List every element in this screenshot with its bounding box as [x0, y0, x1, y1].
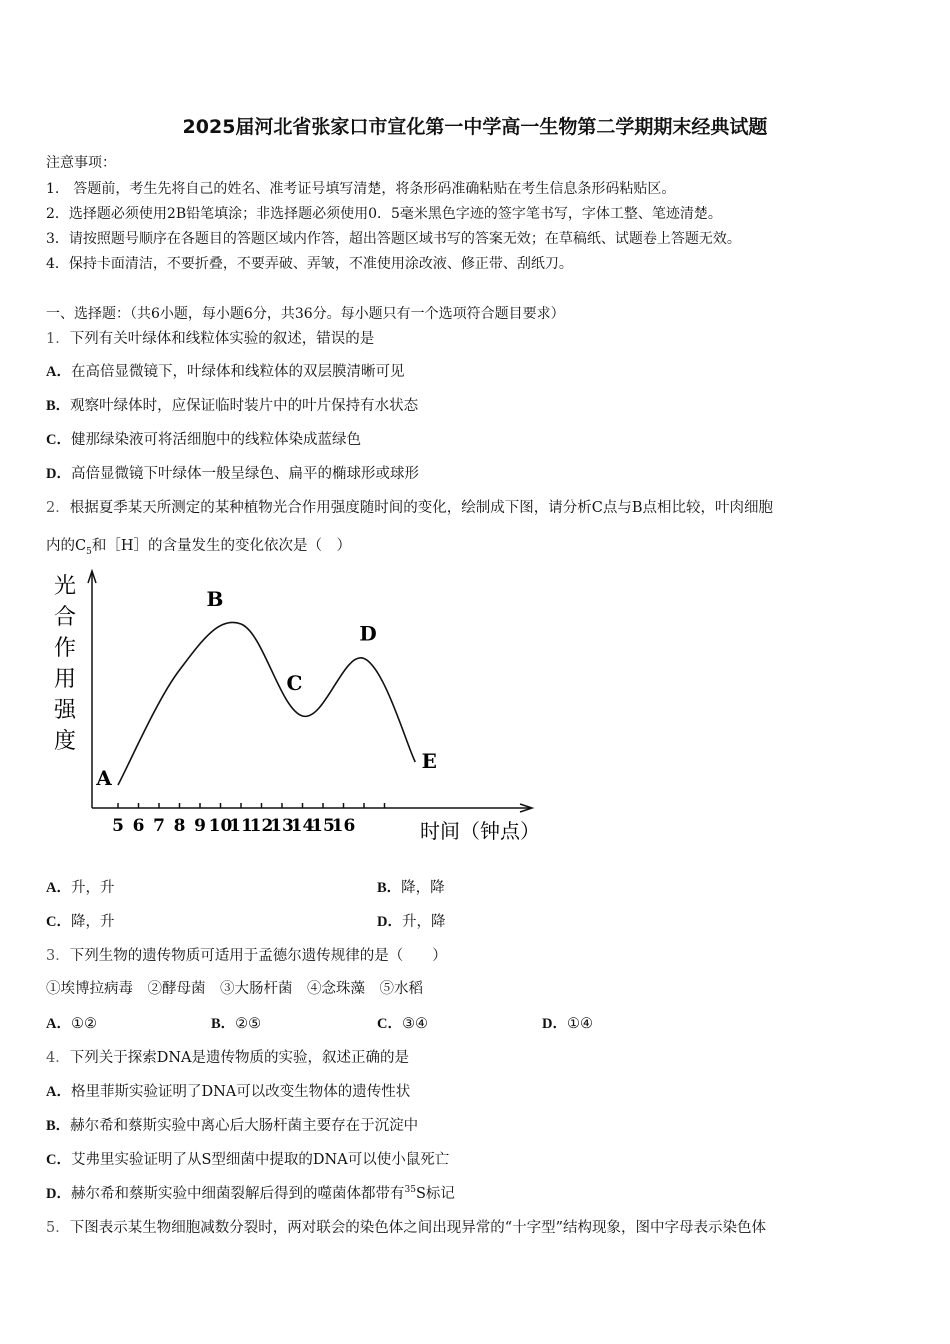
notice-heading: 注意事项：: [46, 155, 116, 171]
option-text: S标记: [415, 1186, 455, 1202]
question-number: 1．: [46, 331, 70, 347]
q4-option-b: [46, 1114, 418, 1135]
x-tick-label: 16: [331, 816, 356, 836]
point-label-d: D: [359, 621, 377, 646]
option-text: ②⑤: [235, 1016, 262, 1032]
q3-option-b: [211, 1012, 261, 1033]
option-label: B．: [46, 398, 71, 414]
question-1-stem: [46, 327, 374, 348]
q2-option-b: [377, 876, 445, 897]
y-axis-label-char: 度: [54, 729, 77, 754]
option-text: 观察叶绿体时，应保证临时装片中的叶片保持有水状态: [70, 398, 419, 414]
question-number: 5．: [46, 1220, 70, 1236]
option-label: C．: [377, 1016, 402, 1032]
question-4-stem: [46, 1046, 409, 1067]
question-number: 2．: [46, 500, 70, 516]
notice-item: 1. 答题前，考生先将自己的姓名、准考证号填写清楚，将条形码准确粘贴在考生信息条形码粘贴区。: [46, 181, 676, 197]
q2-option-a: [46, 876, 114, 897]
option-label: B．: [377, 880, 402, 896]
option-text: ③④: [401, 1016, 428, 1032]
x-tick-label: 14: [290, 816, 315, 836]
q4-option-d: [46, 1182, 455, 1203]
option-text: 升，升: [70, 880, 115, 896]
option-label: A．: [46, 1084, 71, 1100]
option-text: 升，降: [401, 914, 446, 930]
series-line: [118, 622, 415, 785]
point-label-c: C: [286, 671, 303, 695]
x-tick-label: 7: [153, 816, 165, 836]
option-text: 赫尔希和蔡斯实验中细菌裂解后得到的噬菌体都带有: [70, 1186, 405, 1202]
option-label: C．: [46, 1152, 71, 1168]
question-text: 根据夏季某天所测定的某种植物光合作用强度随时间的变化，绘制成下图，请分析C点与B点相比较，叶肉细胞: [69, 500, 773, 516]
question-text: 下列有关叶绿体和线粒体实验的叙述，错误的是: [69, 331, 375, 347]
question-text: 下列关于探索DNA是遗传物质的实验，叙述正确的是: [69, 1050, 410, 1066]
x-tick-label: 6: [132, 816, 145, 836]
question-text: 下列生物的遗传物质可适用于孟德尔遗传规律的是（ ）: [69, 948, 447, 964]
option-text: 赫尔希和蔡斯实验中离心后大肠杆菌主要存在于沉淀中: [70, 1118, 419, 1134]
option-label: C．: [46, 914, 71, 930]
option-text: 艾弗里实验证明了从S型细菌中提取的DNA可以使小鼠死亡: [70, 1152, 450, 1168]
question-number: 4．: [46, 1050, 70, 1066]
point-label-b: B: [206, 587, 224, 611]
question-text: 内的C: [46, 538, 87, 554]
q3-option-c: [377, 1012, 428, 1033]
x-tick-label: 15: [311, 816, 335, 836]
superscript: 35: [404, 1185, 416, 1196]
option-text: 健那绿染液可将活细胞中的线粒体染成蓝绿色: [70, 432, 361, 448]
question-2-stem-line2: [46, 534, 351, 557]
notice-item: 4．保持卡面清洁，不要折叠，不要弄破、弄皱，不准使用涂改液、修正带、刮纸刀。: [46, 256, 573, 272]
y-axis-label-char: 光: [54, 574, 77, 599]
option-label: D．: [46, 1186, 71, 1202]
q4-option-a: [46, 1080, 410, 1101]
x-tick-label: 11: [229, 816, 253, 836]
y-axis-label-char: 用: [54, 667, 77, 692]
option-label: D．: [46, 466, 71, 482]
q2-option-c: [46, 910, 114, 931]
notice-item: 2．选择题必须使用2B铅笔填涂；非选择题必须使用0．5毫米黑色字迹的签字笔书写，字体工整、笔迹清楚。: [46, 206, 722, 222]
question-text: 下图表示某生物细胞减数分裂时，两对联会的染色体之间出现异常的“十字型”结构现象，图中字母表示染色体: [69, 1220, 767, 1236]
x-tick-label: 9: [194, 816, 206, 836]
point-label-e: E: [421, 749, 437, 773]
subscript: 5: [86, 546, 92, 557]
question-3-list: ①埃博拉病毒 ②酵母菌 ③大肠杆菌 ④念珠藻 ⑤水稻: [46, 981, 423, 997]
question-text: 和［H］的含量发生的变化依次是（ ）: [91, 538, 351, 554]
option-label: A．: [46, 364, 71, 380]
x-axis-label: 时间（钟点）: [420, 819, 540, 843]
section-heading: 一、选择题：（共6小题，每小题6分，共36分。每小题只有一个选项符合题目要求）: [46, 306, 565, 322]
option-label: A．: [46, 1016, 71, 1032]
q4-option-c: [46, 1148, 449, 1169]
option-text: ①②: [70, 1016, 97, 1032]
q3-option-a: [46, 1012, 97, 1033]
question-number: 3．: [46, 948, 70, 964]
option-text: 高倍显微镜下叶绿体一般呈绿色、扁平的椭球形或球形: [70, 466, 419, 482]
q1-option-a: [46, 360, 404, 381]
q3-option-d: [542, 1012, 593, 1033]
option-text: 在高倍显微镜下，叶绿体和线粒体的双层膜清晰可见: [70, 364, 405, 380]
point-label-a: A: [96, 766, 112, 790]
photosynthesis-chart: [46, 565, 566, 855]
x-tick-label: 5: [112, 816, 124, 836]
y-axis-label-char: 合: [54, 605, 77, 630]
option-label: A．: [46, 880, 71, 896]
q1-option-b: [46, 394, 418, 415]
x-tick-label: 13: [270, 816, 294, 836]
y-axis-label-char: 作: [54, 636, 77, 661]
x-tick-label: 10: [208, 816, 233, 836]
option-text: 降，升: [70, 914, 115, 930]
option-text: 降，降: [401, 880, 445, 896]
y-axis-label-char: 强: [54, 698, 77, 723]
notice-item: 3．请按照题号顺序在各题目的答题区域内作答，超出答题区域书写的答案无效；在草稿纸、试题卷上答题无效。: [46, 231, 741, 247]
option-text: 格里菲斯实验证明了DNA可以改变生物体的遗传性状: [70, 1084, 411, 1100]
option-label: C．: [46, 432, 71, 448]
option-label: D．: [542, 1016, 567, 1032]
question-3-stem: [46, 944, 447, 965]
option-label: B．: [211, 1016, 236, 1032]
q2-option-d: [377, 910, 445, 931]
question-5-stem: [46, 1216, 766, 1237]
question-2-stem-line1: [46, 496, 773, 517]
option-label: B．: [46, 1118, 71, 1134]
x-tick-label: 12: [249, 816, 274, 836]
x-tick-label: 8: [173, 816, 186, 836]
option-text: ①④: [566, 1016, 593, 1032]
q1-option-c: [46, 428, 361, 449]
page-title: 2025届河北省张家口市宣化第一中学高一生物第二学期期末经典试题: [182, 116, 768, 138]
y-axis-label: [54, 574, 77, 754]
q1-option-d: [46, 462, 419, 483]
option-label: D．: [377, 914, 402, 930]
